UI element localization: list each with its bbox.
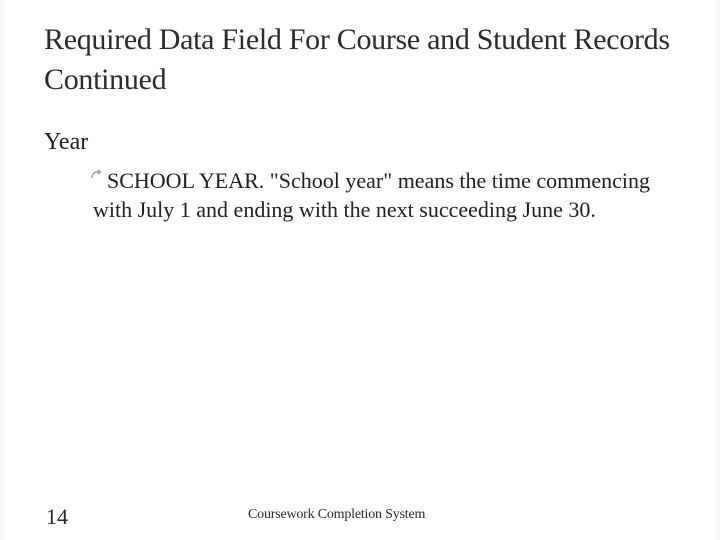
bullet-text: SCHOOL YEAR. "School year" means the time commencing with July 1 and ending with the next succeeding June 30. — [93, 168, 651, 222]
page-number: 14 — [46, 504, 68, 529]
footer-text: Coursework Completion System — [248, 507, 426, 522]
slide-title: Required Data Field For Course and Student Records Continued — [44, 23, 670, 96]
curved-arrow-bullet-icon — [90, 169, 102, 181]
slide-body — [44, 126, 684, 224]
bullet-item — [93, 166, 653, 224]
body-heading: Year — [44, 129, 89, 155]
